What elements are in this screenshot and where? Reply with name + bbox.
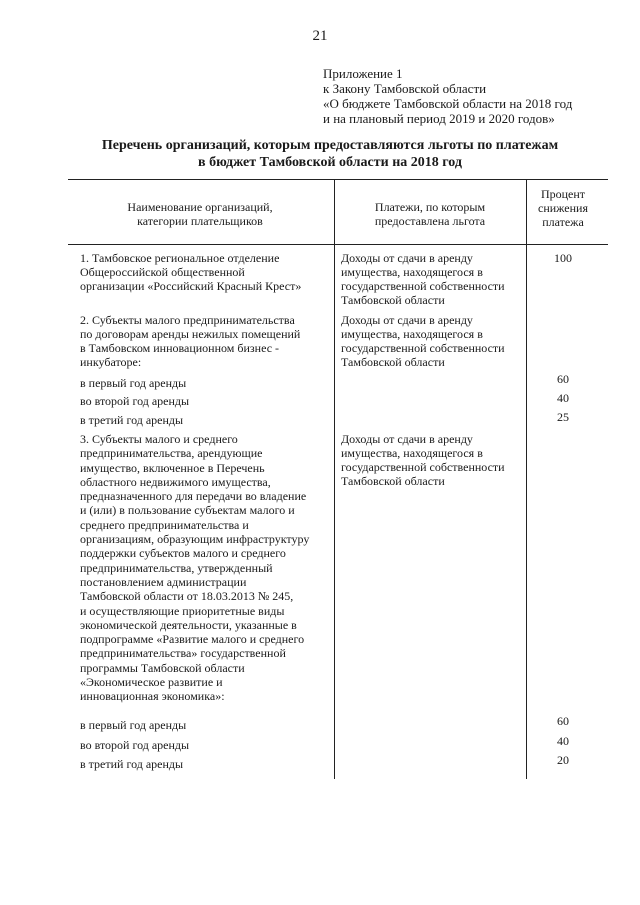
text-line: предпринимательства, арендующие	[80, 446, 263, 461]
header-organizations	[80, 200, 320, 228]
appendix-block	[323, 66, 572, 126]
column-divider	[334, 179, 335, 779]
text-line: Доходы от сдачи в аренду	[341, 432, 473, 446]
text-line: 2. Субъекты малого предпринимательства	[80, 313, 295, 327]
text-line: программы Тамбовской области	[80, 660, 245, 675]
table-top-border	[68, 179, 608, 180]
row2-sub-percent: 60	[557, 372, 569, 386]
column-divider	[526, 179, 527, 779]
row2-sub-percent: 25	[557, 410, 569, 424]
text-line: Тамбовской области	[341, 474, 445, 488]
document-title	[60, 137, 600, 171]
appendix-line: «О бюджете Тамбовской области на 2018 год	[323, 96, 573, 111]
row2-sub-label: в первый год аренды	[80, 376, 187, 390]
text-line: Тамбовской области	[341, 355, 445, 369]
text-line: среднего предпринимательства и	[80, 517, 249, 532]
text-line: подпрограмме «Развитие малого и среднего	[80, 632, 305, 647]
header-line: платежа	[542, 215, 584, 229]
appendix-line: Приложение 1	[323, 66, 403, 81]
text-line: Тамбовской области от 18.03.2013 № 245,	[80, 589, 294, 604]
header-line: Наименование организаций,	[127, 200, 273, 214]
row1-name	[80, 251, 301, 293]
text-line: организации «Российский Красный Крест»	[80, 279, 302, 293]
row3-sub-percent: 20	[557, 753, 569, 767]
row3-sub-percent: 40	[557, 734, 569, 748]
row2-sub-label: в третий год аренды	[80, 413, 184, 427]
text-line: государственной собственности	[341, 460, 505, 474]
row2-sub-label: во второй год аренды	[80, 394, 190, 408]
text-line: «Экономическое развитие и	[80, 675, 223, 690]
text-line: имущества, находящегося в	[341, 446, 483, 460]
row2-sub-percent: 40	[557, 391, 569, 405]
row3-payment	[341, 432, 505, 488]
text-line: Доходы от сдачи в аренду	[341, 251, 473, 265]
text-line: имущества, находящегося в	[341, 327, 483, 341]
row3-sub-label: в первый год аренды	[80, 718, 187, 732]
header-line: предоставлена льгота	[374, 214, 486, 228]
text-line: и осуществляющие приоритетные виды	[80, 603, 285, 618]
text-line: Тамбовской области	[341, 293, 445, 307]
row2-name	[80, 313, 300, 369]
row3-name	[80, 432, 309, 704]
text-line: государственной собственности	[341, 279, 505, 293]
text-line: экономической деятельности, указанные в	[80, 617, 297, 632]
text-line: по договорам аренды нежилых помещений	[80, 327, 301, 341]
appendix-line: к Закону Тамбовской области	[323, 81, 487, 96]
header-line: Платежи, по которым	[374, 200, 486, 214]
text-line: постановлением администрации	[80, 574, 247, 589]
text-line: Доходы от сдачи в аренду	[341, 313, 473, 327]
text-line: 3. Субъекты малого и среднего	[80, 432, 238, 446]
text-line: и (или) в пользование субъектам малого и	[80, 503, 295, 518]
header-line: снижения	[538, 201, 588, 215]
text-line: Общероссийской общественной	[80, 265, 245, 279]
page-number: 21	[312, 28, 328, 44]
row3-sub-label: в третий год аренды	[80, 757, 184, 771]
row1-payment	[341, 251, 505, 307]
row3-sub-label: во второй год аренды	[80, 738, 190, 752]
row3-sub-percent: 60	[557, 714, 569, 728]
header-percent	[526, 187, 600, 229]
text-line: организациям, образующим инфраструктуру	[80, 532, 310, 547]
text-line: инкубаторе:	[80, 355, 142, 369]
table-header-border	[68, 244, 608, 245]
text-line: в Тамбовском инновационном бизнес -	[80, 341, 280, 355]
header-line: категории плательщиков	[137, 214, 263, 228]
header-payments	[340, 200, 520, 228]
header-line: Процент	[540, 187, 586, 201]
title-line: Перечень организаций, которым предоставляются льготы по платежам	[101, 138, 559, 153]
title-line: в бюджет Тамбовской области на 2018 год	[198, 155, 462, 170]
text-line: предпринимательства, утвержденный	[80, 560, 273, 575]
text-line: областного недвижимого имущества,	[80, 474, 271, 489]
row1-percent: 100	[554, 251, 572, 265]
text-line: 1. Тамбовское региональное отделение	[80, 251, 280, 265]
text-line: предназначенного для передачи во владение	[80, 489, 307, 504]
appendix-line: и на плановый период 2019 и 2020 годов»	[323, 111, 555, 126]
row2-payment	[341, 313, 505, 369]
text-line: предпринимательства» государственной	[80, 646, 286, 661]
text-line: поддержки субъектов малого и среднего	[80, 546, 286, 561]
text-line: имущества, находящегося в	[341, 265, 483, 279]
text-line: государственной собственности	[341, 341, 505, 355]
text-line: инновационная экономика»:	[80, 689, 225, 704]
text-line: имущество, включенное в Перечень	[80, 460, 265, 475]
